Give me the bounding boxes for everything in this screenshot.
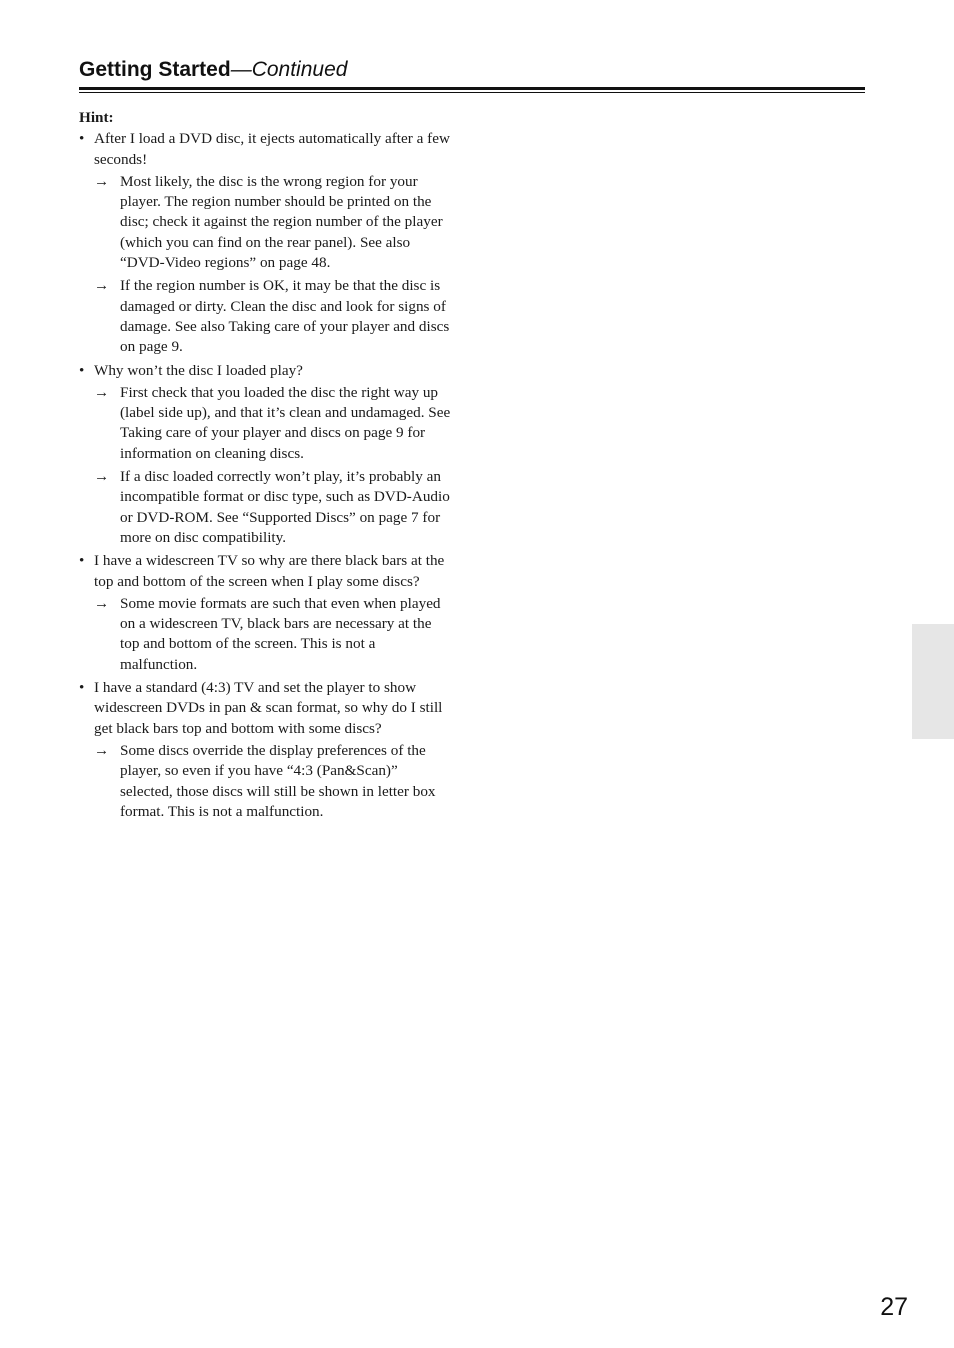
answer-text: If a disc loaded correctly won’t play, it’s probably an incompatible format or disc type, such as DVD-Audio or DVD-ROM. See “Supported Discs” on page 7 for more on disc compatibility. xyxy=(120,468,450,546)
hint-answer xyxy=(79,741,451,822)
arrow-right-icon: → xyxy=(94,172,110,190)
page-number: 27 xyxy=(880,1293,908,1321)
hint-answer xyxy=(79,467,451,548)
hint-answer xyxy=(79,276,451,357)
section-title-continued: —Continued xyxy=(230,58,348,81)
answer-text: Most likely, the disc is the wrong region for your player. The region number should be printed on the disc; check it against the region number of the player (which you can find on the rear panel). See also “DVD-Video regions” on page 48. xyxy=(120,172,443,272)
arrow-right-icon: → xyxy=(94,277,110,295)
page-header xyxy=(79,56,865,84)
arrow-right-icon: → xyxy=(94,383,110,401)
hint-item xyxy=(79,129,451,357)
arrow-right-icon: → xyxy=(94,468,110,486)
hint-question xyxy=(79,129,451,170)
hint-item xyxy=(79,551,451,675)
answer-text: Some discs override the display preferences of the player, so even if you have “4:3 (Pan&Scan)” selected, those discs will still be shown in letter box format. This is not a malfunction. xyxy=(120,741,436,820)
hint-question xyxy=(79,551,451,592)
answer-text: First check that you loaded the disc the right way up (label side up), and that it’s clean and undamaged. See Taking care of your player and discs on page 9 for information on cleaning discs. xyxy=(120,383,451,462)
bullet-icon: • xyxy=(79,552,85,570)
hint-answer xyxy=(79,594,451,675)
hint-section xyxy=(79,108,451,825)
hint-answer xyxy=(79,383,451,464)
bullet-icon: • xyxy=(79,679,85,697)
question-text: After I load a DVD disc, it ejects automatically after a few seconds! xyxy=(94,130,450,168)
header-rule-thin xyxy=(79,92,865,93)
bullet-icon: • xyxy=(79,361,85,379)
hint-answer xyxy=(79,172,451,273)
question-text: I have a standard (4:3) TV and set the player to show widescreen DVDs in pan & scan format, so why do I still get black bars top and bottom with some discs? xyxy=(94,679,443,737)
answer-text: Some movie formats are such that even when played on a widescreen TV, black bars are necessary at the top and bottom of the screen. This is not a malfunction. xyxy=(120,594,441,673)
section-title-main: Getting Started xyxy=(79,58,231,81)
arrow-right-icon: → xyxy=(94,594,110,612)
answer-text: If the region number is OK, it may be that the disc is damaged or dirty. Clean the disc and look for signs of damage. See also Taking care of your player and discs on page 9. xyxy=(120,277,450,356)
hint-label: Hint: xyxy=(79,109,114,126)
hint-question xyxy=(79,361,451,381)
hint-item xyxy=(79,361,451,549)
side-thumb-tab xyxy=(912,624,954,739)
question-text: Why won’t the disc I loaded play? xyxy=(94,361,303,379)
arrow-right-icon: → xyxy=(94,741,110,759)
header-rule-thick xyxy=(79,87,865,90)
section-title xyxy=(79,56,865,84)
question-text: I have a widescreen TV so why are there black bars at the top and bottom of the screen when I play some discs? xyxy=(94,552,445,590)
bullet-icon: • xyxy=(79,130,85,148)
hint-question xyxy=(79,678,451,739)
hint-item xyxy=(79,678,451,822)
